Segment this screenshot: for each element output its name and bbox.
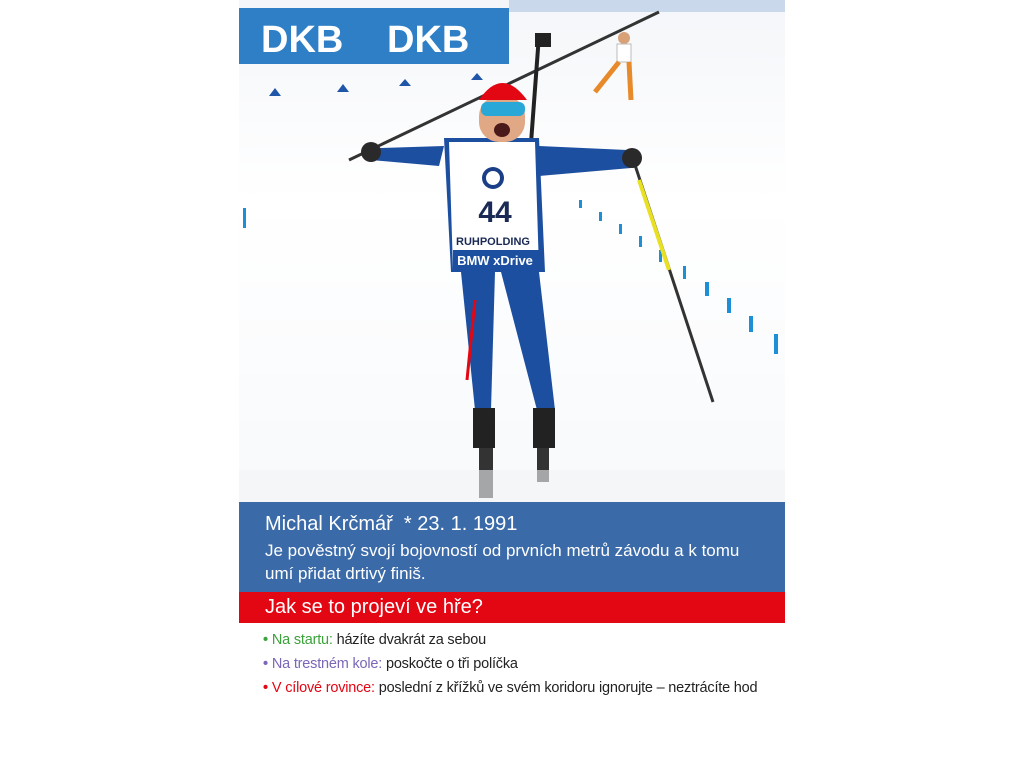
athlete-heading — [265, 511, 517, 537]
athlete-info-panel — [239, 502, 785, 592]
banner-text-2: DKB — [387, 19, 470, 61]
rule-item-start — [263, 628, 783, 652]
rule-text: poslední z křížků ve svém koridoru ignorujte – neztrácíte hod — [374, 680, 758, 696]
question-bar — [239, 592, 785, 623]
rule-item-penalty-loop — [263, 652, 783, 676]
rule-label: Na startu: — [271, 632, 333, 648]
photo-illustration — [239, 0, 785, 502]
rule-item-finish — [263, 676, 783, 700]
background-skier — [595, 32, 631, 100]
athlete-birth: * 23. 1. 1991 — [403, 513, 518, 535]
banner-text-1: DKB — [261, 19, 344, 61]
bib-footer: BMW xDrive — [457, 253, 533, 268]
athlete-name: Michal Krčmář — [265, 513, 393, 535]
bullet: • — [263, 680, 268, 696]
bullet: • — [263, 656, 268, 672]
bib-number: 44 — [478, 196, 512, 229]
rule-label: V cílové rovince: — [271, 680, 375, 696]
athlete-description: Je pověstný svojí bojovností od prvních metrů závodu a k tomu umí přidat drtivý finiš. — [265, 541, 740, 583]
bib-sponsor: RUHPOLDING — [456, 236, 530, 248]
rule-text: házíte dvakrát za sebou — [332, 632, 486, 648]
game-card — [239, 0, 785, 768]
athlete-photo — [239, 0, 785, 502]
athlete-figure — [361, 83, 642, 498]
rule-label: Na trestném kole: — [271, 656, 383, 672]
rules-list — [263, 628, 783, 700]
rule-text: poskočte o tři políčka — [382, 656, 518, 672]
course-markers — [269, 73, 483, 96]
question-text: Jak se to projeví ve hře? — [265, 596, 483, 618]
bullet: • — [263, 632, 268, 648]
